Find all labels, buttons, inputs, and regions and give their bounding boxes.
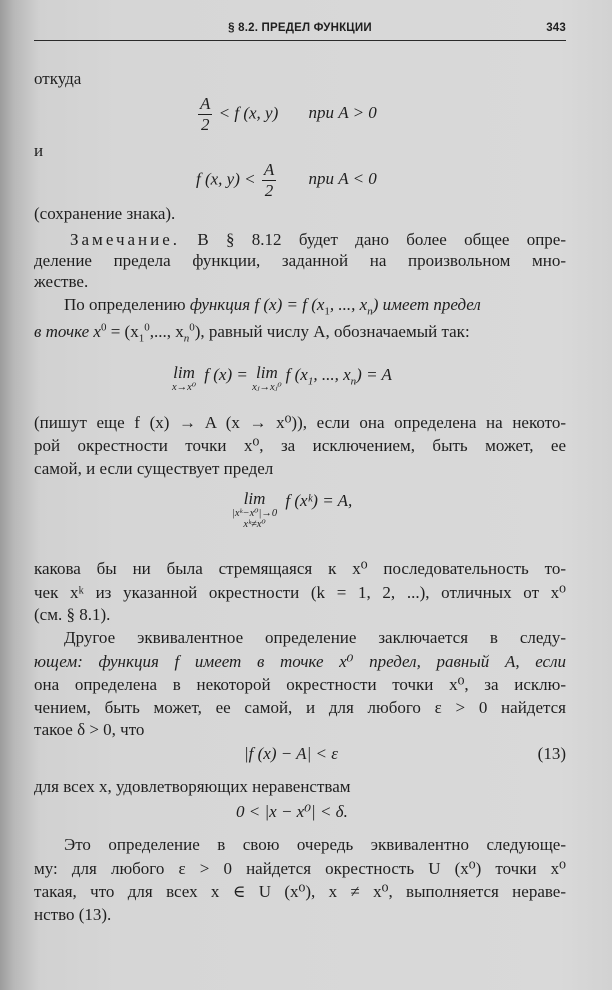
text-line: жестве.	[34, 272, 89, 291]
text-line: (см. § 8.1).	[34, 605, 111, 624]
text-line: чек xᵏ из указанной окрестности (k = 1, 2, ...), отличных от x⁰	[34, 583, 566, 602]
remark-line: Замечание. В § 8.12 будет дано более общее опре-	[70, 230, 567, 249]
formula-13: |f (x) − A| < ε	[244, 744, 338, 763]
text-line: (сохранение знака).	[34, 204, 176, 223]
definition-line: в точке $x^0 = (x_1^0$,..., $x_n^0$), равный числу A, обозначаемый так:	[34, 321, 470, 345]
text-line: чением, быть может, ее самой, и для любого ε > 0 найдется	[34, 698, 566, 717]
page-number: 343	[546, 22, 566, 34]
equation-number: (13)	[537, 744, 566, 763]
text-line: деление предела функции, заданной на произвольном мно-	[34, 251, 566, 270]
text-line: откуда	[34, 69, 82, 88]
formula-1: $\frac{A}{2}$ < f (x, y) при A > 0	[200, 94, 377, 134]
section-title: § 8.2. ПРЕДЕЛ ФУНКЦИИ	[228, 22, 372, 34]
text-line: такое δ > 0, что	[34, 720, 145, 739]
text-line: и	[34, 141, 44, 160]
running-header	[34, 22, 566, 38]
header-rule	[34, 40, 566, 41]
text-line: она определена в некоторой окрестности точки x⁰, за исклю-	[34, 675, 566, 694]
formula-14: 0 < |x − x⁰| < δ.	[236, 802, 348, 821]
text-line: рой окрестности точки x⁰, за исключением, быть может, ее	[34, 436, 566, 455]
definition-line: По определению функция f (x) = f ($x_1$, ..., $x_n$) имеет предел	[64, 295, 481, 318]
remark-label: Замечание.	[70, 230, 181, 249]
lim-operator: lim xⱼ→xⱼ⁰	[252, 363, 282, 393]
formula-2: f (x, y) < $\frac{A}{2}$ при A < 0	[196, 160, 377, 200]
fraction: $\frac{A}{2}$	[200, 94, 211, 134]
limit-formula: lim x→x⁰ f (x) = lim xⱼ→xⱼ⁰ f ($x_1$, ..., $x_n) = A$	[172, 363, 392, 393]
text-line: какова бы ни была стремящаяся к x⁰ последовательность то-	[34, 559, 566, 578]
text-line: такая, что для всех x ∈ U (x⁰), x ≠ x⁰, выполняется нераве-	[34, 882, 566, 901]
text-line: Это определение в свою очередь эквивалентно следующе-	[64, 835, 566, 854]
limit-formula-2: lim |xᵏ−x⁰|→0 xᵏ≠x⁰ f (xᵏ) = A,	[232, 489, 353, 530]
text-line: самой, и если существует предел	[34, 459, 274, 478]
text-line: му: для любого ε > 0 найдется окрестность U (x⁰) точки x⁰	[34, 859, 566, 878]
lim-operator: lim x→x⁰	[172, 363, 197, 393]
lim-operator: lim |xᵏ−x⁰|→0 xᵏ≠x⁰	[232, 489, 278, 530]
text-line: ющем: функция f имеет в точке x⁰ предел, равный A, если	[34, 652, 566, 671]
text-line: Другое эквивалентное определение заключается в следу-	[64, 628, 566, 647]
text-line: для всех x, удовлетворяющих неравенствам	[34, 777, 351, 796]
text-line: нство (13).	[34, 905, 112, 924]
fraction: $\frac{A}{2}$	[263, 160, 275, 200]
text-line: (пишут еще f (x) → A (x → x⁰)), если она определена на некото-	[34, 413, 566, 432]
